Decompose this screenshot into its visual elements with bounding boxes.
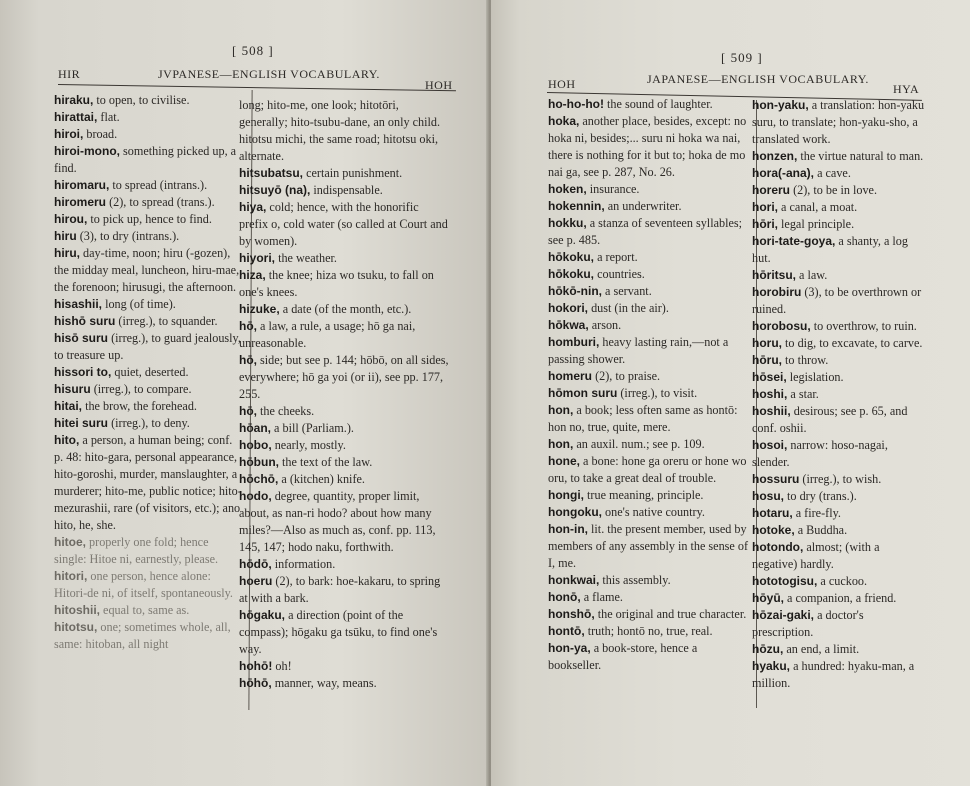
headword: hongi,: [548, 488, 584, 502]
dictionary-entry: [548, 266, 753, 283]
definition: (irreg.), to visit.: [617, 386, 698, 400]
dictionary-entry: [54, 534, 244, 568]
dictionary-entry: [239, 556, 449, 573]
headword: hōyū,: [752, 591, 784, 605]
dictionary-entry: [54, 381, 244, 398]
headword: hissori to,: [54, 365, 112, 379]
definition: (irreg.), to squander.: [115, 314, 218, 328]
dictionary-entry: [54, 92, 244, 109]
dictionary-entry: [752, 216, 927, 233]
dictionary-entry: [239, 488, 449, 556]
dictionary-entry: [548, 249, 753, 266]
dictionary-entry: [239, 318, 449, 352]
headword: hora(-ana),: [752, 166, 815, 180]
headword: homeru: [548, 369, 593, 383]
headword: hon,: [548, 437, 574, 451]
dictionary-entry: [752, 335, 927, 352]
definition: one; sometimes whole, all, same: hitoban, all night: [54, 620, 231, 651]
dictionary-entry: [752, 148, 927, 165]
dictionary-entry: [54, 364, 244, 381]
dictionary-entry: [239, 250, 449, 267]
headword: hōchō,: [239, 472, 279, 486]
dictionary-entry: [752, 539, 927, 573]
dictionary-entry: [548, 402, 753, 436]
headword: horobosu,: [752, 319, 811, 333]
headword: hiromeru: [54, 195, 107, 209]
entries: [54, 92, 244, 534]
definition: another place, besides, except: no hoka ni, besides;... suru ni hoka wa nai, there is nothing for it but to; hoka de mo nai ga, see p. 287, No. 26.: [548, 114, 747, 179]
dictionary-entry: [752, 233, 927, 267]
dictionary-entry: [54, 432, 244, 534]
headword: hitei suru: [54, 416, 109, 430]
headword: hontō,: [548, 624, 585, 638]
definition: the original and true character.: [594, 607, 747, 621]
dictionary-entry: [54, 228, 244, 245]
dictionary-entry: [752, 165, 927, 182]
headword: hossuru: [752, 472, 800, 486]
definition: a law.: [796, 268, 828, 282]
definition: truth; hontō no, true, real.: [584, 624, 713, 638]
headword: hitai,: [54, 399, 83, 413]
dictionary-entry: [54, 296, 244, 313]
headword: hoken,: [548, 182, 587, 196]
definition: a shanty, a log hut.: [752, 234, 908, 265]
headword: hōkoku,: [548, 250, 595, 264]
definition: a law, a rule, a usage; hō ga nai, unreasonable.: [239, 319, 416, 350]
definition: an auxil. num.; see p. 109.: [573, 437, 705, 451]
dictionary-entry: [548, 283, 753, 300]
dictionary-entry: [54, 194, 244, 211]
dictionary-entry: [548, 300, 753, 317]
definition: the knee; hiza wo tsuku, to fall on one's knees.: [239, 268, 434, 299]
running-head-title: JVPANESE—ENGLISH VOCABULARY.: [158, 67, 380, 81]
headword: hoeru: [239, 574, 273, 588]
entry-column-1: [548, 96, 753, 674]
definition: to open, to civilise.: [93, 93, 190, 107]
headword: honshō,: [548, 607, 595, 621]
definition: (irreg.), to guard jealously, to treasure up.: [54, 331, 241, 362]
headword: hiroi-mono,: [54, 144, 120, 158]
definition: certain punishment.: [303, 166, 403, 180]
definition: a stanza of seventeen syllables; see p. 485.: [548, 216, 743, 247]
headword: hirou,: [54, 212, 88, 226]
headword: hoka,: [548, 114, 580, 128]
headword: hototogisu,: [752, 574, 818, 588]
definition: nearly, mostly.: [271, 438, 346, 452]
dictionary-entry: [752, 607, 927, 641]
dictionary-entry: [548, 572, 753, 589]
definition: legal principle.: [778, 217, 855, 231]
dictionary-entry: [239, 403, 449, 420]
headword: hokennin,: [548, 199, 605, 213]
definition: (3), to dry (intrans.).: [76, 229, 180, 243]
definition: long; hito-me, one look; hitotōri, generally; hito-tsubu-dane, an only child. hitotsu michi, the same road; hitotsu oki, alternate.: [239, 98, 441, 163]
headword: hō,: [239, 319, 257, 333]
page-number: [ 509 ]: [721, 50, 763, 65]
dictionary-entry: [752, 403, 927, 437]
dictionary-entry: [239, 454, 449, 471]
running-head-title: JAPANESE—ENGLISH VOCABULARY.: [647, 72, 869, 86]
definition: a doctor's prescription.: [752, 608, 864, 639]
running-head-left: HOH: [548, 77, 576, 91]
dictionary-entry: [548, 215, 753, 249]
headword: hon-ya,: [548, 641, 591, 655]
definition: (irreg.), to deny.: [108, 416, 190, 430]
definition: the cheeks.: [257, 404, 315, 418]
definition: long (of time).: [102, 297, 176, 311]
dictionary-entry: [54, 245, 244, 296]
definition: one's native country.: [602, 505, 705, 519]
dictionary-entry: [548, 334, 753, 368]
dictionary-entry: [548, 436, 753, 453]
headword: hotondo,: [752, 540, 804, 554]
definition: a canal, a moat.: [778, 200, 858, 214]
definition: to pick up, hence to find.: [87, 212, 212, 226]
definition: day-time, noon; hiru (-gozen), the midday meal, luncheon, hiru-mae, the forenoon; hirusugi, the afternoon.: [54, 246, 240, 294]
headword: hōdō,: [239, 557, 272, 571]
definition: almost; (with a negative) hardly.: [752, 540, 880, 571]
dictionary-entry: [54, 313, 244, 330]
headword: hon-yaku,: [752, 98, 809, 112]
definition: a cuckoo.: [817, 574, 868, 588]
headword: ho-ho-ho!: [548, 97, 604, 111]
headword: hirattai,: [54, 110, 98, 124]
definition: dust (in the air).: [588, 301, 669, 315]
headword: hobo,: [239, 438, 272, 452]
dictionary-entry: [54, 177, 244, 194]
dictionary-entry: [548, 385, 753, 402]
dictionary-entry: [239, 267, 449, 301]
dictionary-entry: [54, 602, 244, 619]
headword: honzen,: [752, 149, 798, 163]
dictionary-entry: [548, 589, 753, 606]
definition: the brow, the forehead.: [82, 399, 197, 413]
headword: hisashii,: [54, 297, 103, 311]
dictionary-entry: [752, 267, 927, 284]
definition: the weather.: [275, 251, 337, 265]
dictionary-entry: [239, 437, 449, 454]
headword: hongoku,: [548, 505, 602, 519]
dictionary-entry: [548, 504, 753, 521]
definition: (2), to praise.: [592, 369, 661, 383]
headword: hisuru: [54, 382, 91, 396]
dictionary-entry: [752, 369, 927, 386]
dictionary-entry: [239, 199, 449, 250]
definition: a book; less often same as hontō: hon no, true, quite, mere.: [548, 403, 738, 434]
definition: legislation.: [786, 370, 844, 384]
headword: hizuke,: [239, 302, 280, 316]
dictionary-entry: [752, 318, 927, 335]
definition: lit. the present member, used by members of any assembly in the sense of I, me.: [548, 522, 749, 570]
right-page: [491, 0, 970, 786]
headword: hiyori,: [239, 251, 276, 265]
definition: the sound of laughter.: [603, 97, 713, 111]
definition: to spread (intrans.).: [109, 178, 208, 192]
definition: broad.: [83, 127, 118, 141]
dictionary-entry: [752, 658, 927, 692]
definition: to overthrow, to ruin.: [810, 319, 917, 333]
dictionary-entry: [752, 284, 927, 318]
headword: hitsuyō (na),: [239, 183, 311, 197]
definition: to dry (trans.).: [784, 489, 857, 503]
definition: a hundred: hyaku-man, a million.: [752, 659, 915, 690]
headword: homburi,: [548, 335, 600, 349]
definition: side; but see p. 144; hōbō, on all sides, everywhere; hō ga yoi (or ii), see pp. 177, 255.: [239, 353, 449, 401]
dictionary-entry: [239, 658, 449, 675]
dictionary-entry: [752, 182, 927, 199]
definition: a person, a human being; conf. p. 48: hito-gara, personal appearance, hito-goroshi, murder, manslaughter, a murderer; hito-me, public notice; hito-mezurashii, rare (of visitors, etc.); ano hito, he, she.: [54, 433, 242, 532]
definition: quiet, deserted.: [111, 365, 189, 379]
definition: indispensable.: [310, 183, 383, 197]
headword: hōkoku,: [548, 267, 595, 281]
definition: cold; hence, with the honorific prefix o, cold water (so called at Court and by women).: [239, 200, 448, 248]
headword: honō,: [548, 590, 581, 604]
headword: hōritsu,: [752, 268, 796, 282]
definition: a Buddha.: [794, 523, 848, 537]
dictionary-entry: [548, 368, 753, 385]
definition: a cave.: [814, 166, 851, 180]
definition: a report.: [594, 250, 638, 264]
dictionary-entry: [752, 641, 927, 658]
headword: hiraku,: [54, 93, 94, 107]
headword: hōhō,: [239, 676, 272, 690]
headword: hōzai-gaki,: [752, 608, 815, 622]
dictionary-entry: [239, 97, 449, 165]
definition: this assembly.: [599, 573, 671, 587]
definition: countries.: [594, 267, 645, 281]
definition: a bill (Parliam.).: [271, 421, 354, 435]
headword: hō,: [239, 353, 257, 367]
definition: one person, hence alone: Hitori-de ni, of itself, spontaneously.: [54, 569, 233, 600]
dictionary-entry: [54, 109, 244, 126]
dictionary-entry: [752, 522, 927, 539]
definition: equal to, same as.: [100, 603, 190, 617]
definition: arson.: [588, 318, 622, 332]
dictionary-entry: [548, 453, 753, 487]
headword: hoshii,: [752, 404, 791, 418]
definition: a companion, a friend.: [784, 591, 897, 605]
header-rule: [58, 84, 456, 91]
definition: narrow: hoso-nagai, slender.: [752, 438, 888, 469]
dictionary-entry: [548, 640, 753, 674]
headword: hōsei,: [752, 370, 787, 384]
headword: hon-in,: [548, 522, 588, 536]
definition: (2), to be in love.: [790, 183, 878, 197]
entry-column-1: [54, 92, 244, 653]
definition: to throw.: [782, 353, 829, 367]
definition: true meaning, principle.: [584, 488, 704, 502]
dictionary-entry: [548, 623, 753, 640]
dictionary-entry: [54, 143, 244, 177]
definition: a book-store, hence a bookseller.: [548, 641, 698, 672]
definition: (irreg.), to wish.: [799, 472, 882, 486]
headword: hōru,: [752, 353, 782, 367]
definition: heavy lasting rain,—not a passing shower.: [548, 335, 729, 366]
headword: hosoi,: [752, 438, 788, 452]
headword: hon,: [548, 403, 574, 417]
headword: hiza,: [239, 268, 266, 282]
headword: hōzu,: [752, 642, 784, 656]
headword: hiru: [54, 229, 77, 243]
entry-column-2: [239, 97, 449, 692]
dictionary-entry: [239, 182, 449, 199]
headword: hyaku,: [752, 659, 791, 673]
definition: a bone: hone ga oreru or hone wo oru, to take a great deal of trouble.: [548, 454, 747, 485]
headword: hō,: [239, 404, 257, 418]
definition: a fire-fly.: [792, 506, 841, 520]
headword: hiromaru,: [54, 178, 110, 192]
definition: (irreg.), to compare.: [90, 382, 192, 396]
dictionary-entry: [752, 488, 927, 505]
definition: oh!: [272, 659, 292, 673]
definition: degree, quantity, proper limit, about, as nan-ri hodo? about how many miles?—Also as much as, conf. pp. 113, 145, 147; hodo naku, forthwith.: [239, 489, 436, 554]
headword: hōmon suru: [548, 386, 618, 400]
dictionary-entry: [239, 420, 449, 437]
dictionary-entry: [548, 317, 753, 334]
dictionary-entry: [548, 521, 753, 572]
definition: a star.: [787, 387, 819, 401]
headword: hisō suru: [54, 331, 109, 345]
definition: a direction (point of the compass); hōgaku ga tsūku, to find one's way.: [239, 608, 438, 656]
definition: insurance.: [586, 182, 640, 196]
dictionary-entry: [239, 165, 449, 182]
definition: a date (of the month, etc.).: [279, 302, 412, 316]
definition: the text of the law.: [278, 455, 373, 469]
definition: a translation: hon-yaku suru, to translate; hon-yaku-sho, a translated work.: [752, 98, 925, 146]
dictionary-entry: [54, 619, 244, 653]
faded-entries: [54, 534, 244, 653]
dictionary-entry: [54, 398, 244, 415]
running-head-right: HYA: [893, 82, 920, 96]
headword: hone,: [548, 454, 580, 468]
headword: hiya,: [239, 200, 267, 214]
dictionary-entry: [752, 505, 927, 522]
headword: hitsubatsu,: [239, 166, 304, 180]
dictionary-entry: [752, 97, 927, 148]
dictionary-entry: [548, 487, 753, 504]
headword: horu,: [752, 336, 782, 350]
definition: (3), to be overthrown or ruined.: [752, 285, 922, 316]
definition: a (kitchen) knife.: [278, 472, 365, 486]
dictionary-entry: [239, 471, 449, 488]
dictionary-entry: [752, 573, 927, 590]
headword: hokku,: [548, 216, 587, 230]
headword: horeru: [752, 183, 791, 197]
headword: horobiru: [752, 285, 802, 299]
dictionary-entry: [239, 573, 449, 607]
definition: information.: [271, 557, 336, 571]
headword: hōri,: [752, 217, 778, 231]
definition: the virtue natural to man.: [797, 149, 924, 163]
dictionary-entry: [54, 415, 244, 432]
definition: desirous; see p. 65, and conf. oshii.: [752, 404, 908, 435]
headword: hodo,: [239, 489, 272, 503]
headword: hohō!: [239, 659, 273, 673]
dictionary-entry: [54, 211, 244, 228]
headword: hōbun,: [239, 455, 279, 469]
headword: hōkō-nin,: [548, 284, 602, 298]
headword: hōgaku,: [239, 608, 286, 622]
definition: a flame.: [580, 590, 623, 604]
dictionary-entry: [239, 352, 449, 403]
dictionary-entry: [752, 352, 927, 369]
headword: hitoe,: [54, 535, 86, 549]
dictionary-entry: [752, 471, 927, 488]
headword: hitotsu,: [54, 620, 98, 634]
definition: to dig, to excavate, to carve.: [782, 336, 923, 350]
headword: hōan,: [239, 421, 271, 435]
headword: hitoshii,: [54, 603, 100, 617]
headword: hiru,: [54, 246, 80, 260]
headword: hōkwa,: [548, 318, 589, 332]
dictionary-entry: [54, 126, 244, 143]
dictionary-entry: [239, 607, 449, 658]
dictionary-entry: [752, 199, 927, 216]
dictionary-entry: [54, 568, 244, 602]
dictionary-entry: [752, 386, 927, 403]
dictionary-entry: [548, 96, 753, 113]
running-head-left: HIR: [58, 67, 81, 81]
definition: an underwriter.: [604, 199, 682, 213]
running-head-right: HOH: [425, 78, 453, 92]
dictionary-entry: [752, 437, 927, 471]
definition: a servant.: [602, 284, 652, 298]
headword: hori,: [752, 200, 778, 214]
headword: hito,: [54, 433, 80, 447]
headword: hoshi,: [752, 387, 788, 401]
dictionary-entry: [239, 301, 449, 318]
definition: something picked up, a find.: [54, 144, 237, 175]
dictionary-entry: [548, 181, 753, 198]
headword: hokori,: [548, 301, 589, 315]
headword: hori-tate-goya,: [752, 234, 836, 248]
definition: flat.: [97, 110, 120, 124]
headword: hiroi,: [54, 127, 84, 141]
definition: (2), to bark: hoe-kakaru, to spring at with a bark.: [239, 574, 441, 605]
headword: hitori,: [54, 569, 88, 583]
definition: manner, way, means.: [271, 676, 377, 690]
headword: hishō suru: [54, 314, 116, 328]
dictionary-entry: [548, 198, 753, 215]
dictionary-entry: [54, 330, 244, 364]
dictionary-entry: [548, 113, 753, 181]
headword: hotoke,: [752, 523, 795, 537]
dictionary-entry: [752, 590, 927, 607]
page-number: [ 508 ]: [232, 43, 274, 58]
definition: (2), to spread (trans.).: [106, 195, 215, 209]
dictionary-entry: [548, 606, 753, 623]
headword: hotaru,: [752, 506, 793, 520]
entry-column-2: [752, 97, 927, 692]
headword: honkwai,: [548, 573, 600, 587]
definition: properly one fold; hence single: Hitoe ni, earnestly, please.: [54, 535, 219, 566]
headword: hosu,: [752, 489, 784, 503]
dictionary-entry: [239, 675, 449, 692]
definition: an end, a limit.: [783, 642, 860, 656]
